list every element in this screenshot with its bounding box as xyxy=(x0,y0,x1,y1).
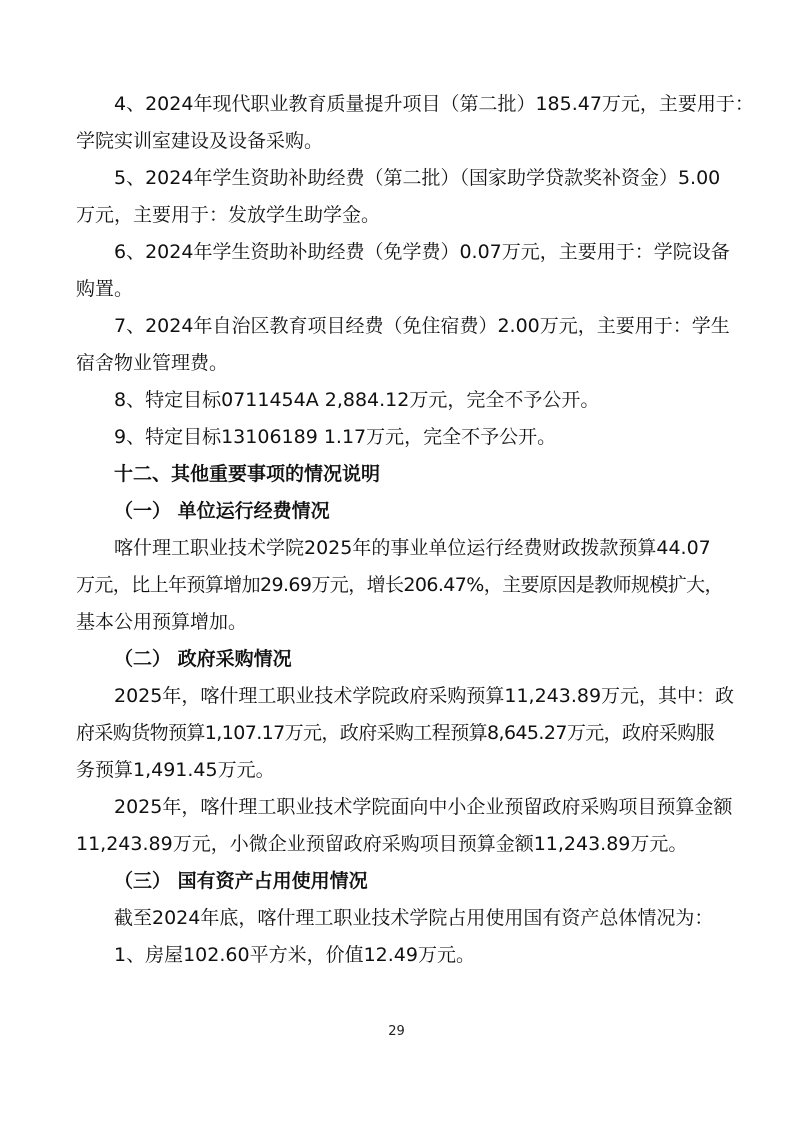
paragraph-line: 11,243.89万元，小微企业预留政府采购项目预算金额11,243.89万元。 xyxy=(76,833,688,855)
paragraph-line: 2025年，喀什理工职业技术学院面向中小企业预留政府采购项目预算金额 xyxy=(114,796,733,818)
paragraph-line: 宿舍物业管理费。 xyxy=(76,352,229,374)
paragraph-line: 9、特定目标13106189 1.17万元，完全不予公开。 xyxy=(114,426,557,448)
paragraph-line: 万元，比上年预算增加29.69万元，增长206.47%，主要原因是教师规模扩大， xyxy=(76,574,723,596)
subsection-heading: （二） 政府采购情况 xyxy=(114,648,292,670)
paragraph-line: 7、2024年自治区教育项目经费（免住宿费）2.00万元，主要用于：学生 xyxy=(114,315,730,337)
paragraph-line: 府采购货物预算1,107.17万元，政府采购工程预算8,645.27万元，政府采购服 xyxy=(76,722,715,744)
paragraph-line: 截至2024年底，喀什理工职业技术学院占用使用国有资产总体情况为： xyxy=(114,907,714,929)
paragraph-line: 5、2024年学生资助补助经费（第二批）（国家助学贷款奖补资金）5.00 xyxy=(114,167,721,189)
paragraph-line: 2025年，喀什理工职业技术学院政府采购预算11,243.89万元，其中：政 xyxy=(114,685,735,707)
paragraph-line: 基本公用预算增加。 xyxy=(76,611,248,633)
paragraph-line: 8、特定目标0711454A 2,884.12万元，完全不予公开。 xyxy=(114,389,600,411)
subsection-heading: （三） 国有资产占用使用情况 xyxy=(114,870,368,892)
paragraph-line: 6、2024年学生资助补助经费（免学费）0.07万元，主要用于：学院设备 xyxy=(114,241,730,263)
paragraph-line: 万元，主要用于：发放学生助学金。 xyxy=(76,204,381,226)
paragraph-line: 务预算1,491.45万元。 xyxy=(76,759,275,781)
paragraph-line: 喀什理工职业技术学院2025年的事业单位运行经费财政拨款预算44.07 xyxy=(114,537,711,559)
subsection-heading: （一） 单位运行经费情况 xyxy=(114,500,330,522)
section-heading: 十二、其他重要事项的情况说明 xyxy=(114,463,381,485)
paragraph-line: 4、2024年现代职业教育质量提升项目（第二批）185.47万元，主要用于： xyxy=(114,93,754,115)
body-text xyxy=(76,86,754,974)
paragraph-line: 学院实训室建设及设备采购。 xyxy=(76,130,324,152)
paragraph-line: 1、房屋102.60平方米，价值12.49万元。 xyxy=(114,944,475,966)
page-number: 29 xyxy=(388,1024,405,1039)
paragraph-line: 购置。 xyxy=(76,278,134,300)
